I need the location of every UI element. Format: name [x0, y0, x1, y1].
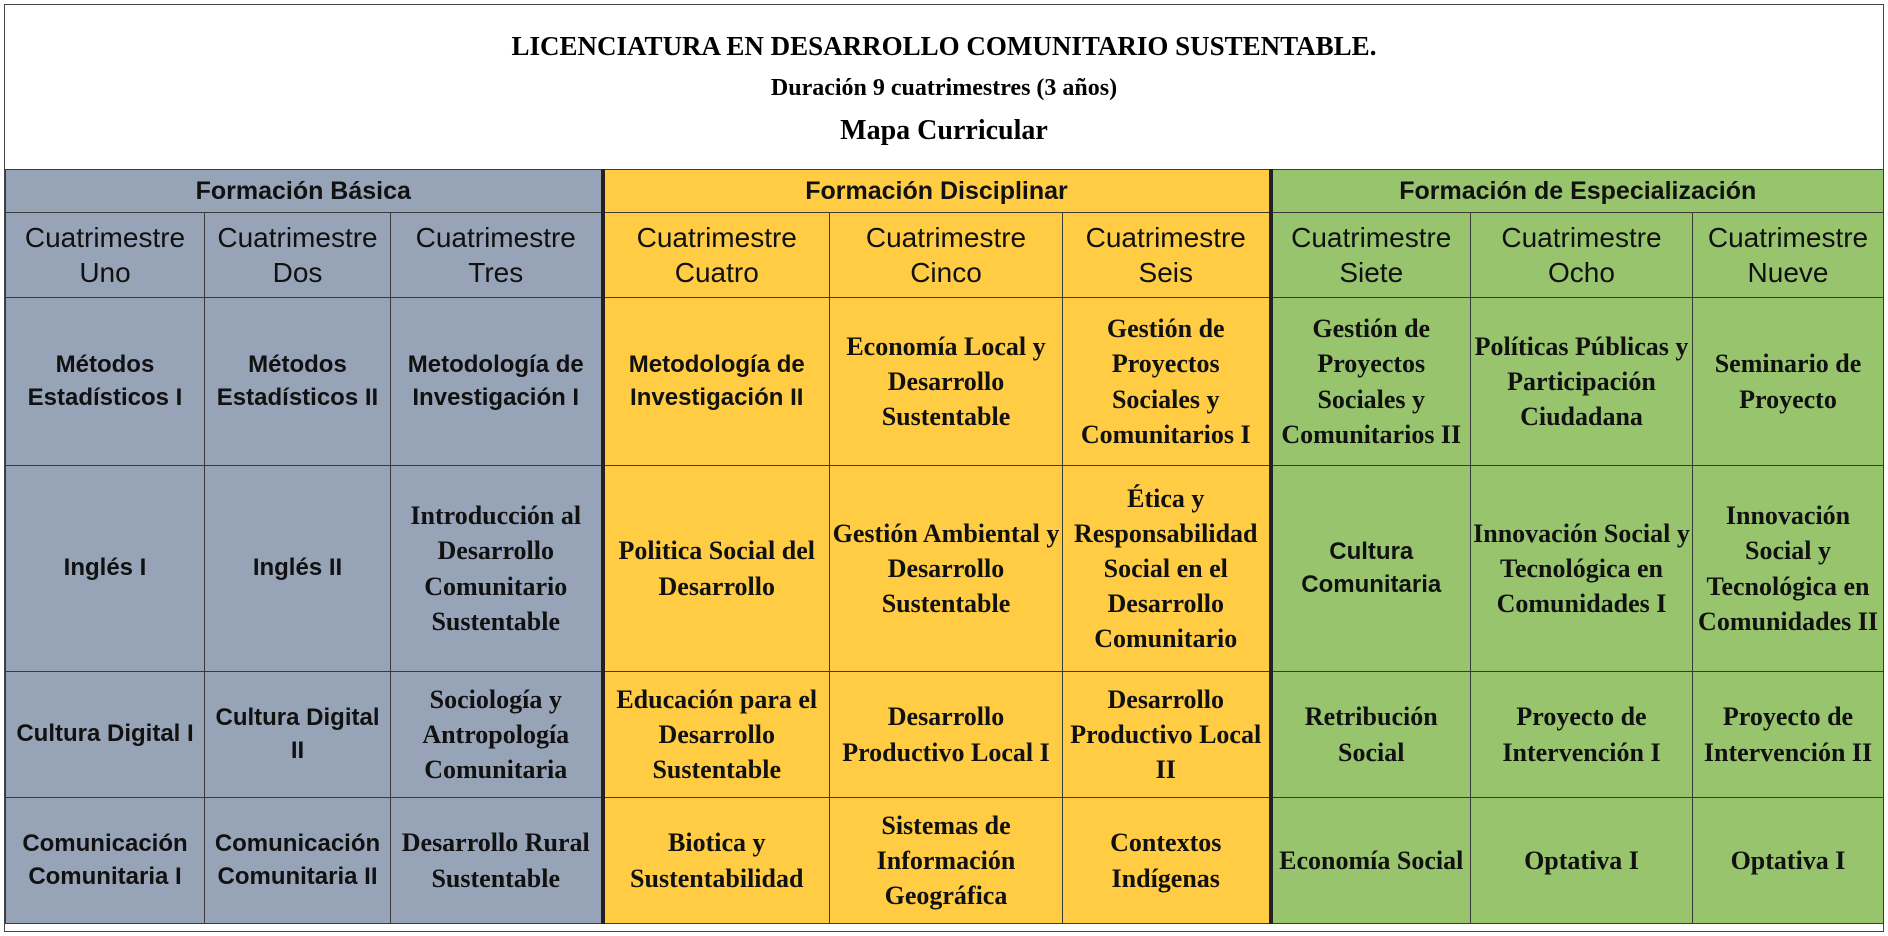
subject-row — [6, 672, 1884, 798]
cuatrimestre-number: Seis — [1138, 257, 1193, 288]
subject-cell: Gestión de Proyectos Sociales y Comunitarios II — [1271, 298, 1471, 466]
subject-cell: Políticas Públicas y Participación Ciudadana — [1471, 298, 1693, 466]
cuatrimestre-row — [6, 213, 1884, 298]
subject-cell: Optativa I — [1693, 798, 1884, 924]
subject-cell: Ética y Responsabilidad Social en el Desarrollo Comunitario — [1063, 466, 1271, 672]
subject-cell: Proyecto de Intervención I — [1471, 672, 1693, 798]
cuatrimestre-header — [830, 213, 1063, 298]
subject-cell: Politica Social del Desarrollo — [603, 466, 830, 672]
cuatrimestre-word: Cuatrimestre — [217, 222, 378, 253]
cuatrimestre-header — [391, 213, 603, 298]
cuatrimestre-number: Ocho — [1548, 257, 1615, 288]
subject-cell: Introducción al Desarrollo Comunitario Sustentable — [391, 466, 603, 672]
map-subtitle: Mapa Curricular — [840, 115, 1048, 146]
subject-cell: Economía Local y Desarrollo Sustentable — [830, 298, 1063, 466]
program-title: LICENCIATURA EN DESARROLLO COMUNITARIO SUSTENTABLE. — [511, 31, 1377, 61]
subject-row — [6, 298, 1884, 466]
subject-cell: Inglés II — [205, 466, 391, 672]
subject-cell: Sistemas de Información Geográfica — [830, 798, 1063, 924]
subject-cell: Sociología y Antropología Comunitaria — [391, 672, 603, 798]
subject-cell: Metodología de Investigación I — [391, 298, 603, 466]
cuatrimestre-number: Uno — [79, 257, 131, 288]
subject-cell: Comunicación Comunitaria II — [205, 798, 391, 924]
cuatrimestre-header — [6, 213, 205, 298]
cuatrimestre-word: Cuatrimestre — [1707, 222, 1869, 253]
subject-cell: Retribución Social — [1271, 672, 1471, 798]
subject-cell: Educación para el Desarrollo Sustentable — [603, 672, 830, 798]
cuatrimestre-word: Cuatrimestre — [1501, 222, 1662, 253]
curriculum-sheet — [4, 4, 1884, 932]
curriculum-table — [5, 169, 1884, 924]
cuatrimestre-word: Cuatrimestre — [415, 222, 576, 253]
subject-cell: Desarrollo Productivo Local I — [830, 672, 1063, 798]
subject-cell: Desarrollo Productivo Local II — [1063, 672, 1271, 798]
subject-cell: Desarrollo Rural Sustentable — [391, 798, 603, 924]
cuatrimestre-number: Cuatro — [674, 257, 759, 288]
subject-cell: Economía Social — [1271, 798, 1471, 924]
subject-cell: Métodos Estadísticos II — [205, 298, 391, 466]
cuatrimestre-word: Cuatrimestre — [1085, 222, 1246, 253]
subject-cell: Metodología de Investigación II — [603, 298, 830, 466]
cuatrimestre-header — [1693, 213, 1884, 298]
cuatrimestre-header — [1063, 213, 1271, 298]
cuatrimestre-word: Cuatrimestre — [1291, 222, 1452, 253]
subject-cell: Innovación Social y Tecnológica en Comunidades I — [1471, 466, 1693, 672]
subject-cell: Gestión Ambiental y Desarrollo Sustentable — [830, 466, 1063, 672]
subject-cell: Cultura Comunitaria — [1271, 466, 1471, 672]
subject-cell: Comunicación Comunitaria I — [6, 798, 205, 924]
subject-cell: Contextos Indígenas — [1063, 798, 1271, 924]
group-formacion-especializacion: Formación de Especialización — [1271, 170, 1884, 213]
cuatrimestre-number: Tres — [468, 257, 524, 288]
subject-cell: Métodos Estadísticos I — [6, 298, 205, 466]
cuatrimestre-header — [1471, 213, 1693, 298]
cuatrimestre-word: Cuatrimestre — [636, 222, 797, 253]
cuatrimestre-number: Siete — [1339, 257, 1404, 288]
subject-row — [6, 798, 1884, 924]
subject-cell: Cultura Digital I — [6, 672, 205, 798]
subject-cell: Cultura Digital II — [205, 672, 391, 798]
group-formacion-disciplinar: Formación Disciplinar — [603, 170, 1271, 213]
cuatrimestre-header — [1271, 213, 1471, 298]
cuatrimestre-header — [205, 213, 391, 298]
subject-cell: Innovación Social y Tecnológica en Comunidades II — [1693, 466, 1884, 672]
cuatrimestre-number: Nueve — [1747, 257, 1829, 288]
cuatrimestre-number: Cinco — [910, 257, 982, 288]
subject-cell: Biotica y Sustentabilidad — [603, 798, 830, 924]
group-formacion-basica: Formación Básica — [6, 170, 603, 213]
cuatrimestre-number: Dos — [272, 257, 323, 288]
subject-cell: Proyecto de Intervención II — [1693, 672, 1884, 798]
subject-cell: Gestión de Proyectos Sociales y Comunitarios I — [1063, 298, 1271, 466]
subject-cell: Seminario de Proyecto — [1693, 298, 1884, 466]
subject-row — [6, 466, 1884, 672]
subject-cell: Inglés I — [6, 466, 205, 672]
cuatrimestre-word: Cuatrimestre — [24, 222, 186, 253]
cuatrimestre-header — [603, 213, 830, 298]
subject-cell: Optativa I — [1471, 798, 1693, 924]
cuatrimestre-word: Cuatrimestre — [865, 222, 1027, 253]
group-header-row — [6, 170, 1884, 213]
program-duration: Duración 9 cuatrimestres (3 años) — [770, 75, 1118, 101]
document-header — [5, 5, 1883, 169]
